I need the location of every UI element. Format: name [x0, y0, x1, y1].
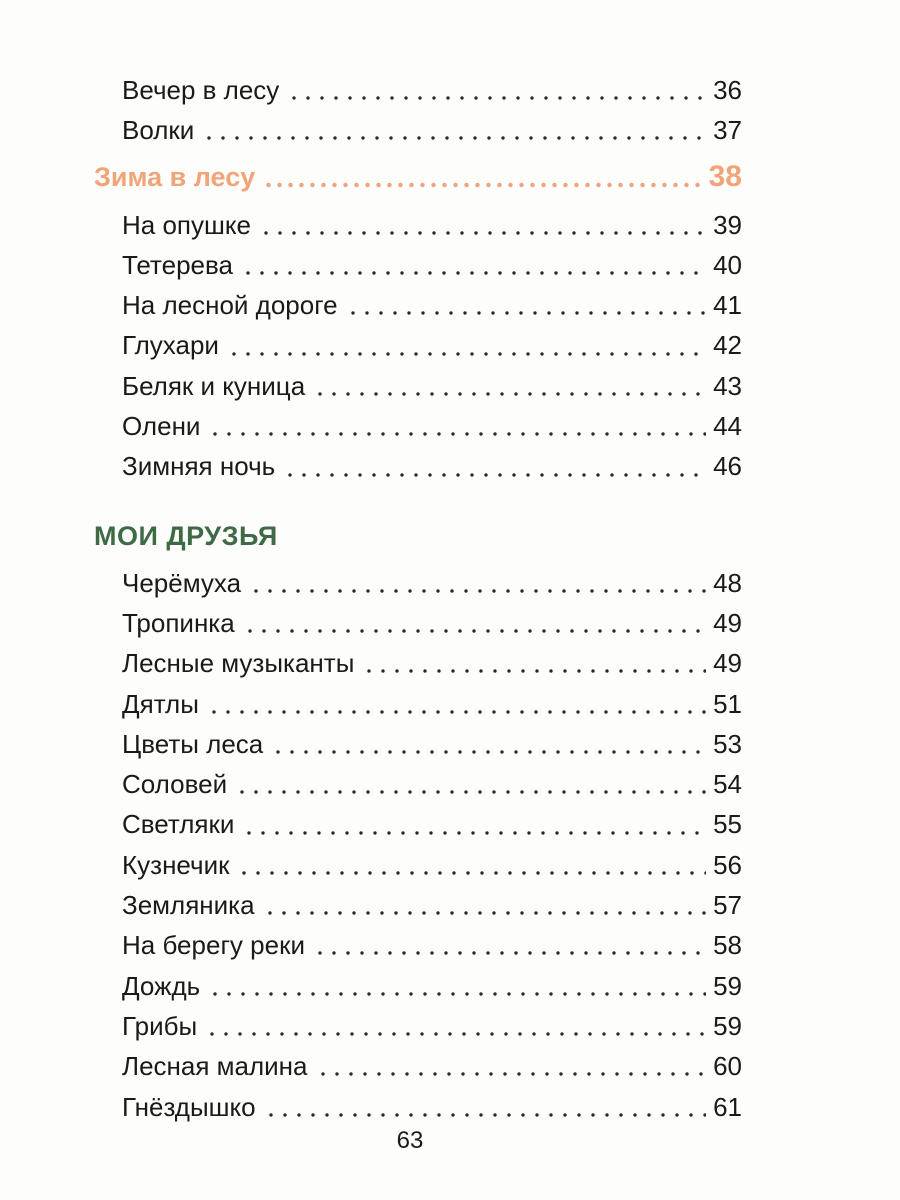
- dot-leader: [313, 391, 706, 397]
- toc-entry: [122, 845, 742, 885]
- toc-entry: [122, 70, 742, 110]
- toc-entry-title: Гнёздышко: [122, 1091, 256, 1122]
- toc-entry: [122, 285, 742, 325]
- toc-entry: [122, 1087, 742, 1127]
- toc-entry-page: 43: [713, 370, 742, 401]
- dot-leader: [271, 749, 706, 755]
- toc-entry: [122, 966, 742, 1006]
- dot-leader: [313, 950, 706, 956]
- toc-entry-page: 42: [713, 330, 742, 361]
- toc-entry: [122, 643, 742, 683]
- toc-entry: [122, 366, 742, 406]
- dot-leader: [202, 135, 706, 141]
- dot-leader: [205, 1031, 706, 1037]
- toc-entry-page: 59: [713, 970, 742, 1001]
- toc-entry-page: 60: [713, 1051, 742, 1082]
- table-of-contents: [94, 70, 742, 1127]
- toc-entry-title: Грибы: [122, 1010, 198, 1041]
- dot-leader: [249, 588, 706, 594]
- section-heading-friends: [94, 509, 742, 563]
- toc-entry-title: Дождь: [122, 970, 201, 1001]
- toc-entry-page: 41: [713, 290, 742, 321]
- section-title: МОИ ДРУЗЬЯ: [94, 520, 278, 551]
- dot-leader: [263, 182, 702, 188]
- toc-entry-page: 49: [713, 648, 742, 679]
- toc-entry-title: Светляки: [122, 809, 235, 840]
- dot-leader: [316, 1071, 707, 1077]
- toc-entry: [122, 245, 742, 285]
- toc-entry-title: Соловей: [122, 769, 228, 800]
- toc-entry-page: 40: [713, 249, 742, 280]
- toc-entry-title: Земляника: [122, 890, 255, 921]
- dot-leader: [208, 991, 706, 997]
- toc-entry: [122, 1046, 742, 1086]
- dot-leader: [208, 431, 706, 437]
- toc-entry-page: 56: [713, 849, 742, 880]
- toc-entry-title: Кузнечик: [122, 849, 230, 880]
- toc-entry: [122, 110, 742, 150]
- toc-entry-title: Вечер в лесу: [122, 75, 280, 105]
- toc-entry-page: 48: [713, 567, 742, 598]
- toc-entry-page: 44: [713, 411, 742, 442]
- section-heading-winter: [94, 153, 742, 205]
- toc-entry: [122, 406, 742, 446]
- toc-entry-page: 61: [713, 1091, 742, 1122]
- toc-entry-page: 53: [713, 728, 742, 759]
- toc-entry-title: На берегу реки: [122, 930, 305, 961]
- toc-entry-page: 39: [713, 209, 742, 240]
- toc-entry-title: На опушке: [122, 209, 251, 240]
- toc-entry: [122, 1006, 742, 1046]
- toc-entry-title: Олени: [122, 411, 201, 442]
- toc-entry: [122, 764, 742, 804]
- toc-entry: [122, 325, 742, 365]
- toc-entry-title: Тропинка: [122, 607, 235, 638]
- dot-leader: [346, 310, 706, 316]
- toc-entry-page: 59: [713, 1010, 742, 1041]
- toc-entry-title: Лесные музыканты: [122, 648, 355, 679]
- dot-leader: [241, 270, 706, 276]
- dot-leader: [362, 668, 706, 674]
- dot-leader: [264, 1112, 706, 1118]
- section-page: 38: [708, 159, 742, 193]
- dot-leader: [259, 230, 706, 236]
- dot-leader: [237, 870, 706, 876]
- toc-entry-page: 37: [713, 115, 742, 146]
- toc-entry: [122, 603, 742, 643]
- toc-entry-title: Черёмуха: [122, 567, 242, 598]
- toc-entry-title: Глухари: [122, 330, 219, 361]
- dot-leader: [227, 351, 706, 357]
- toc-entry-page: 46: [713, 451, 742, 482]
- toc-entry-title: На лесной дороге: [122, 290, 338, 321]
- toc-entry-page: 57: [713, 890, 742, 921]
- toc-entry-page: 36: [713, 75, 742, 105]
- toc-entry: [122, 563, 742, 603]
- toc-entry: [122, 724, 742, 764]
- toc-entry-page: 51: [713, 688, 742, 719]
- toc-entry: [122, 885, 742, 925]
- toc-entry-title: Дятлы: [122, 688, 199, 719]
- toc-entry-title: Зимняя ночь: [122, 451, 276, 482]
- toc-entry-title: Тетерева: [122, 249, 233, 280]
- page-number: 63: [396, 1127, 424, 1154]
- toc-entry: [122, 684, 742, 724]
- dot-leader: [242, 830, 706, 836]
- toc-entry-title: Волки: [122, 115, 195, 146]
- dot-leader: [283, 472, 706, 478]
- toc-entry-page: 55: [713, 809, 742, 840]
- toc-entry: [122, 925, 742, 965]
- dot-leader: [235, 789, 706, 795]
- dot-leader: [263, 910, 706, 916]
- toc-entry-title: Лесная малина: [122, 1051, 308, 1082]
- toc-entry: [122, 446, 742, 486]
- toc-entry-title: Цветы леса: [122, 728, 264, 759]
- toc-entry: [122, 804, 742, 844]
- toc-entry-title: Беляк и куница: [122, 370, 306, 401]
- section-title: Зима в лесу: [94, 161, 256, 192]
- toc-entry: [122, 205, 742, 245]
- dot-leader: [243, 628, 706, 634]
- dot-leader: [207, 709, 706, 715]
- dot-leader: [287, 95, 706, 101]
- toc-entry-page: 54: [713, 769, 742, 800]
- toc-entry-page: 49: [713, 607, 742, 638]
- toc-entry-page: 58: [713, 930, 742, 961]
